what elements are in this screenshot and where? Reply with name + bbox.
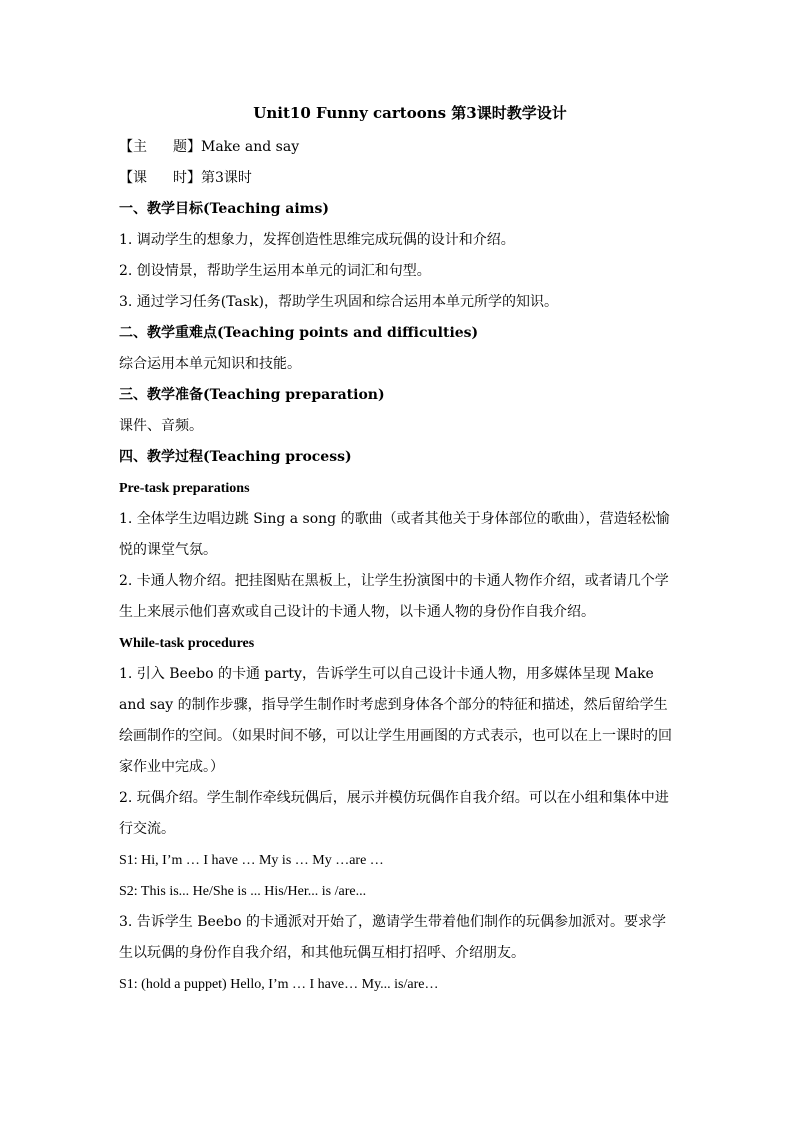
prep-text: 课件、音频。	[119, 418, 203, 434]
while-task-step: 2. 玩偶介绍。学生制作牵线玩偶后，展示并模仿玩偶作自我介绍。可以在小组和集体中进行交流。	[119, 790, 669, 837]
points-heading: 二、教学重难点(Teaching points and difficulties)	[119, 325, 479, 341]
aim-item: 3. 通过学习任务(Task)，帮助学生巩固和综合运用本单元所学的知识。	[119, 294, 558, 310]
while-task-step: 3. 告诉学生 Beebo 的卡通派对开始了，邀请学生带着他们制作的玩偶参加派对。要求学生以玩偶的身份作自我介绍，和其他玩偶互相打招呼、介绍朋友。	[119, 914, 666, 961]
pre-task-heading: Pre-task preparations	[119, 481, 250, 496]
while-task-heading: While-task procedures	[119, 636, 255, 651]
period-row	[119, 163, 679, 194]
dialog-line: S1: (hold a puppet) Hello, I’m … I have… My... is/are…	[119, 977, 439, 992]
dialog-line: S2: This is... He/She is ... His/Her... is /are...	[119, 884, 367, 899]
period-value: 第3课时	[201, 170, 252, 186]
pre-task-step: 1. 全体学生边唱边跳 Sing a song 的歌曲（或者其他关于身体部位的歌曲），营造轻松愉悦的课堂气氛。	[119, 511, 670, 558]
document-body	[119, 101, 679, 1000]
aims-heading: 一、教学目标(Teaching aims)	[119, 201, 329, 217]
points-text: 综合运用本单元知识和技能。	[119, 356, 301, 372]
prep-heading: 三、教学准备(Teaching preparation)	[119, 387, 385, 403]
aim-item: 1. 调动学生的想象力，发挥创造性思维完成玩偶的设计和介绍。	[119, 232, 515, 248]
while-task-step: 1. 引入 Beebo 的卡通 party，告诉学生可以自己设计卡通人物，用多媒体呈现 Make and say 的制作步骤，指导学生制作时考虑到身体各个部分的特征和描述，然后留给学生绘画制作的空间。（如果时间不够，可以让学生用画图的方式表示，也可以在上一课时的回家作业中完成。）	[119, 666, 672, 775]
aim-item: 2. 创设情景，帮助学生运用本单元的词汇和句型。	[119, 263, 431, 279]
period-key: 【课 时】	[119, 170, 201, 186]
document-title: Unit10 Funny cartoons 第3课时教学设计	[253, 104, 567, 122]
pre-task-step: 2. 卡通人物介绍。把挂图贴在黑板上，让学生扮演图中的卡通人物作介绍，或者请几个学生上来展示他们喜欢或自己设计的卡通人物，以卡通人物的身份作自我介绍。	[119, 573, 669, 620]
topic-value: Make and say	[201, 139, 300, 155]
topic-key: 【主 题】	[119, 139, 201, 155]
process-heading: 四、教学过程(Teaching process)	[119, 449, 352, 465]
dialog-line: S1: Hi, I’m … I have … My is … My …are …	[119, 853, 384, 868]
topic-row	[119, 132, 679, 163]
